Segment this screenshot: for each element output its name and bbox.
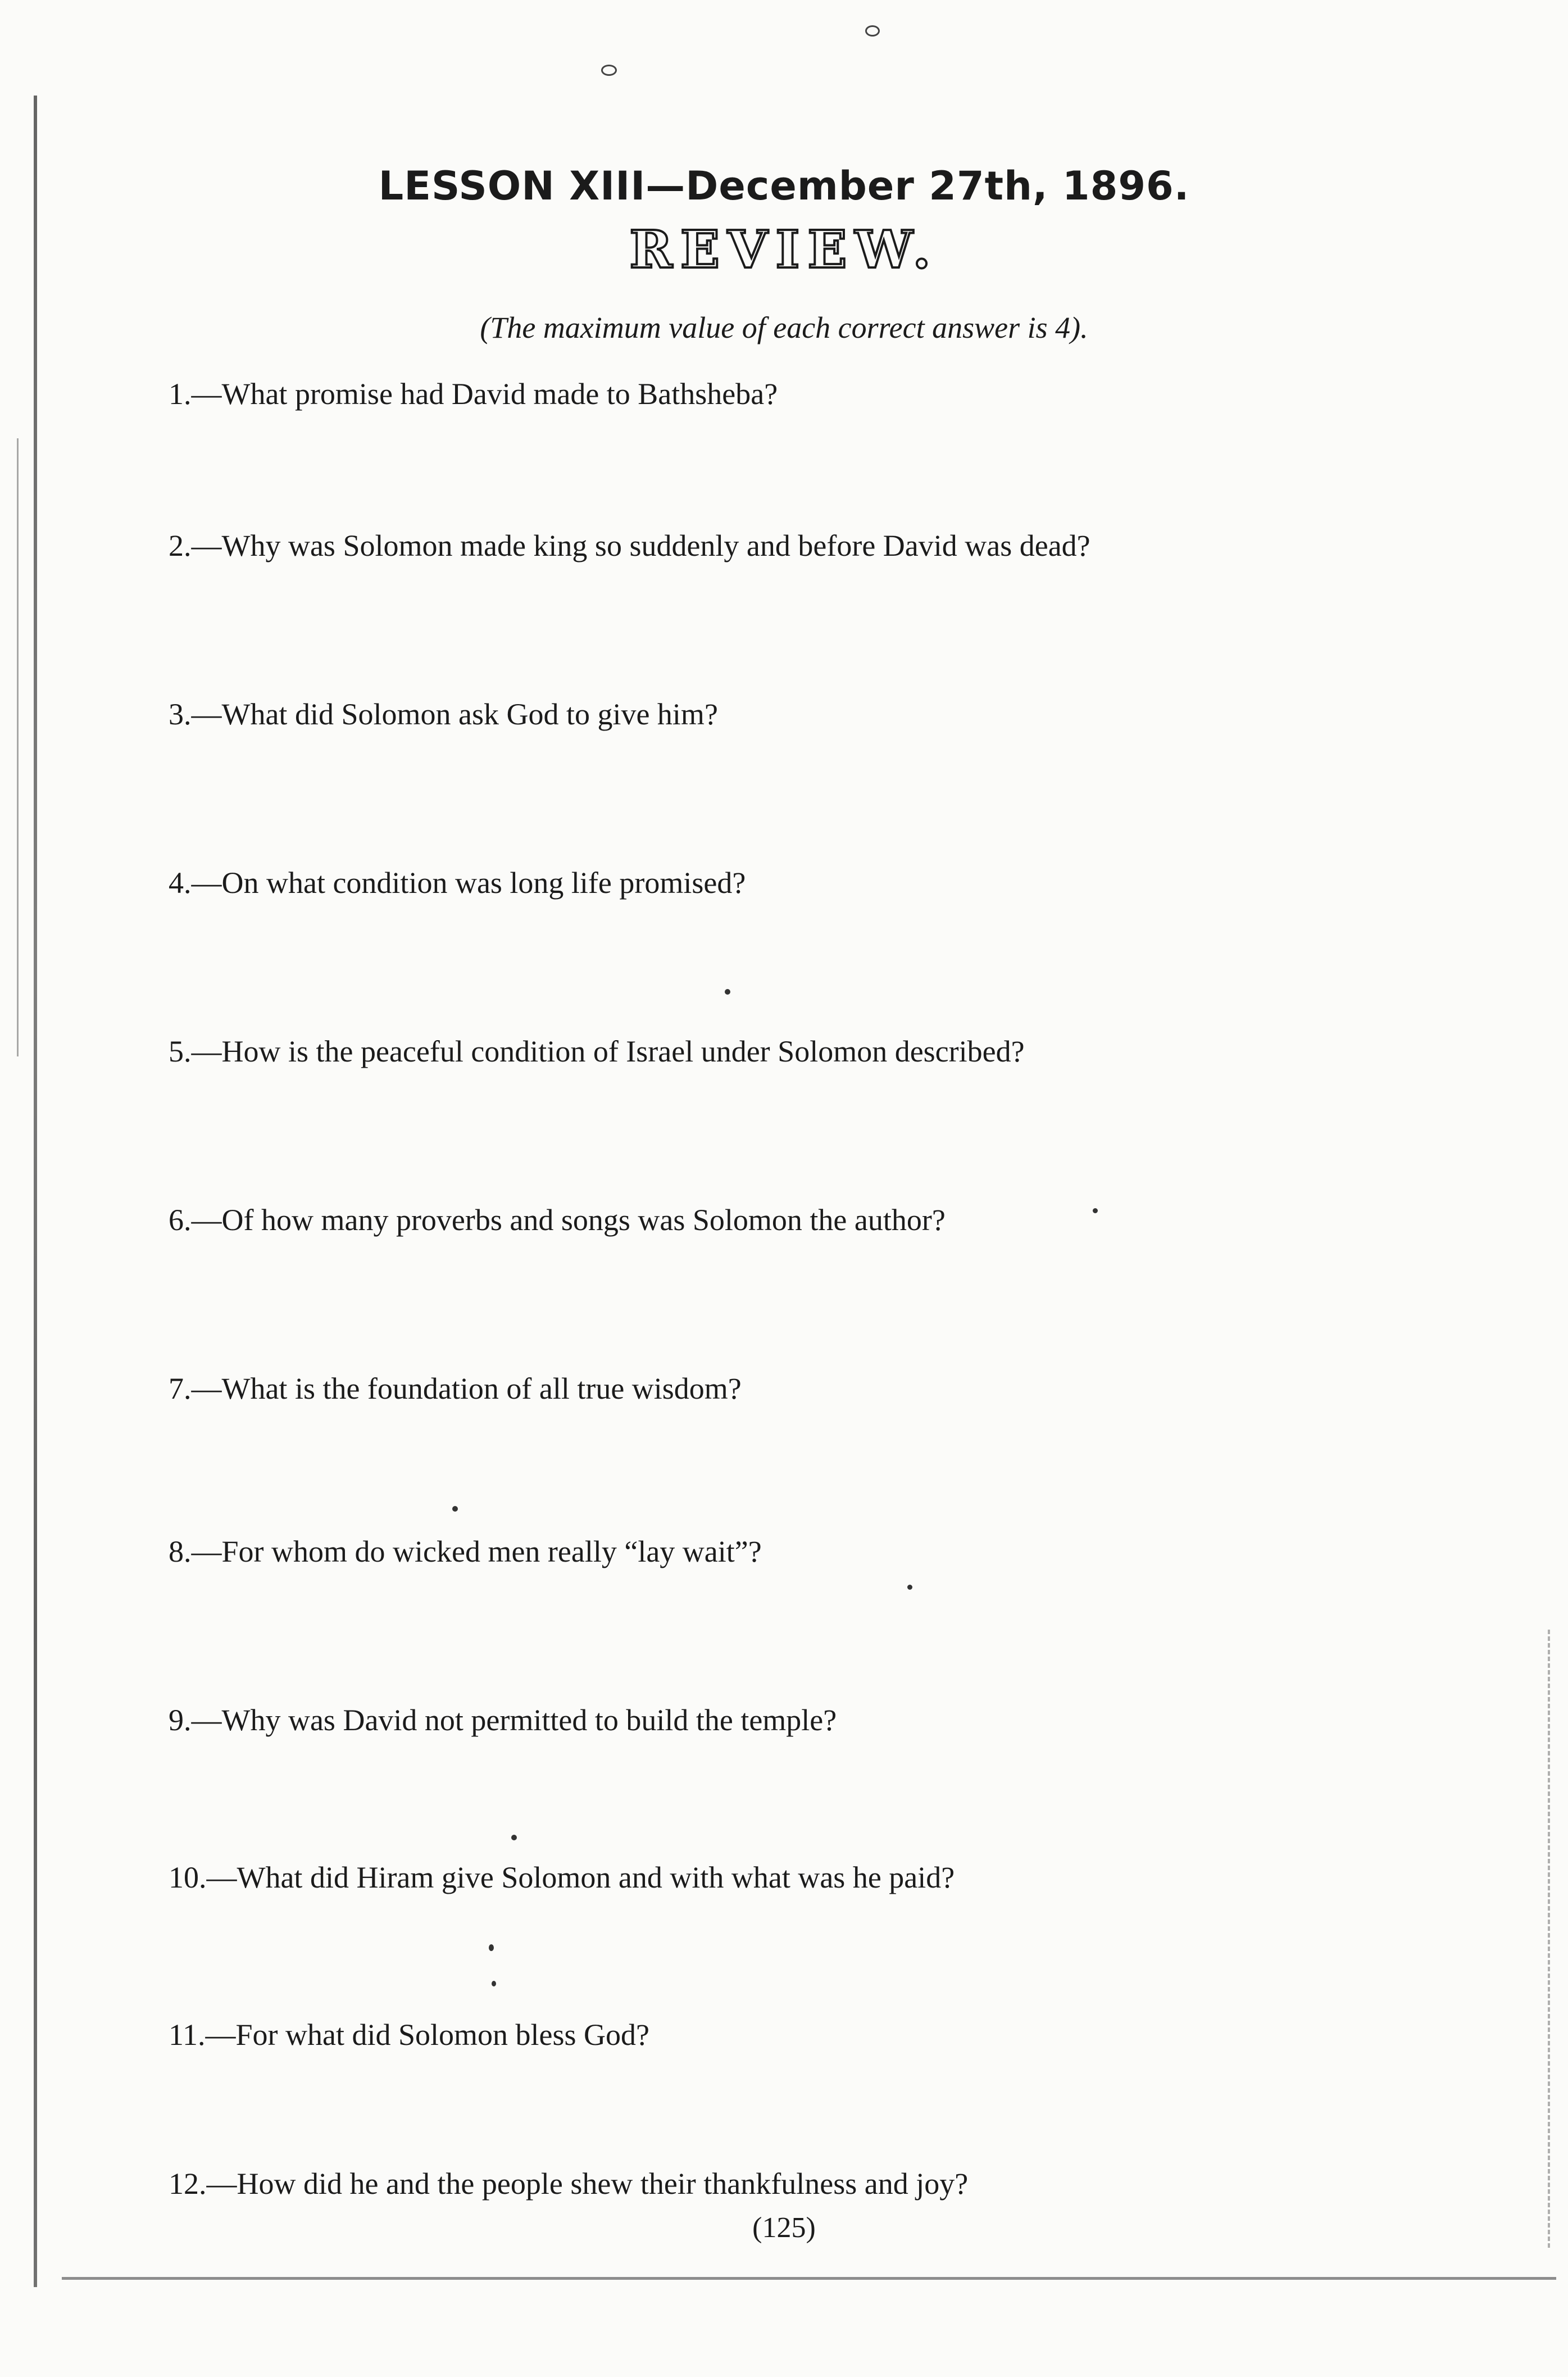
ink-speck: [907, 1585, 912, 1590]
ink-speck: [865, 25, 880, 37]
question-6: 6.—Of how many proverbs and songs was Solomon the author?: [169, 1203, 946, 1237]
left-edge-mark: [17, 438, 19, 1056]
ink-speck: [489, 1944, 494, 1951]
question-11: 11.—For what did Solomon bless God?: [169, 2018, 649, 2052]
question-3: 3.—What did Solomon ask God to give him?: [169, 697, 718, 731]
question-1: 1.—What promise had David made to Bathsheba?: [169, 377, 778, 411]
question-8: 8.—For whom do wicked men really “lay wait”?: [169, 1535, 762, 1568]
scoring-note: (The maximum value of each correct answer is 4).: [480, 311, 1088, 344]
ink-speck: [492, 1981, 496, 1986]
review-title: REVIEW.: [629, 219, 939, 280]
ink-speck: [452, 1506, 458, 1512]
lesson-heading: LESSON XIII—December 27th, 1896.: [378, 163, 1190, 209]
ink-speck: [511, 1835, 517, 1840]
question-5: 5.—How is the peaceful condition of Israel under Solomon described?: [169, 1035, 1025, 1068]
question-9: 9.—Why was David not permitted to build the temple?: [169, 1703, 837, 1737]
left-border-line: [34, 96, 37, 2287]
page-number: (125): [752, 2212, 816, 2244]
ink-speck: [601, 65, 617, 76]
question-7: 7.—What is the foundation of all true wisdom?: [169, 1372, 742, 1405]
right-edge-mark: [1548, 1630, 1552, 2248]
question-4: 4.—On what condition was long life promised?: [169, 866, 746, 900]
bottom-border-line: [62, 2277, 1556, 2280]
question-2: 2.—Why was Solomon made king so suddenly and before David was dead?: [169, 529, 1090, 563]
ink-speck: [1093, 1208, 1098, 1213]
ink-speck: [725, 989, 730, 995]
question-12: 12.—How did he and the people shew their thankfulness and joy?: [169, 2167, 969, 2201]
question-10: 10.—What did Hiram give Solomon and with what was he paid?: [169, 1861, 955, 1894]
